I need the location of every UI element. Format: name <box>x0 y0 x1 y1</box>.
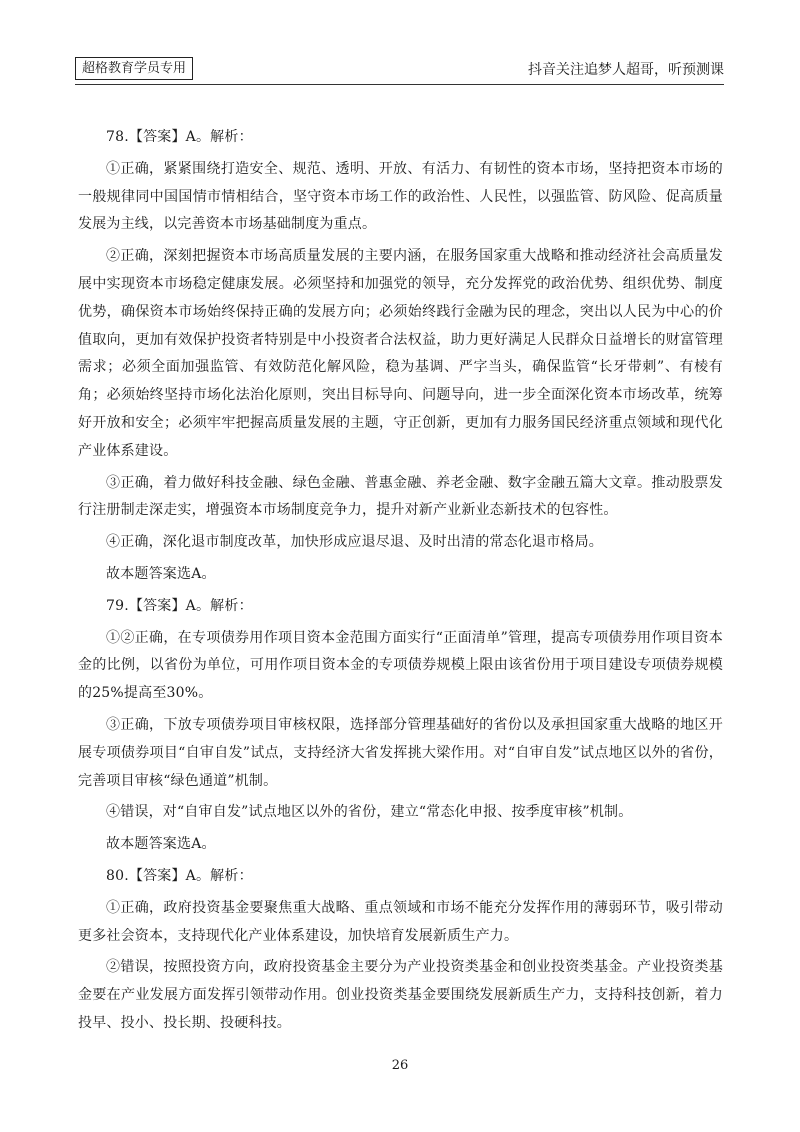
answer-79-heading: 79.【答案】A。解析： <box>106 597 253 614</box>
answer-78-heading: 78.【答案】A。解析： <box>106 129 253 145</box>
answer-80-heading: 80.【答案】A。解析： <box>106 867 253 884</box>
answer-78-conclusion: 故本题答案选A。 <box>106 565 216 582</box>
answer-78-point-4: ④正确，深化退市制度改革，加快形成应退尽退、及时出清的常态化退市格局。 <box>106 534 603 551</box>
header-divider <box>75 84 724 85</box>
header-note: 抖音关注追梦人超哥，听预测课 <box>528 62 724 78</box>
answer-78-point-3: ③正确，着力做好科技金融、绿色金融、普惠金融、养老金融、数字金融五篇大文章。推动股票发行注册制走深走实，增强资本市场制度竞争力，提升对新产业新业态新技术的包容性。 <box>78 474 723 519</box>
answer-78-point-2: ②正确，深刻把握资本市场高质量发展的主要内涵，在服务国家重大战略和推动经济社会高质量发展中实现资本市场稳定健康发展。必须坚持和加强党的领导，充分发挥党的政治优势、组织优势、制度优势，确保资本市场始终保持正确的发展方向；必须始终践行金融为民的理念，突出以人民为中心的价值取向，更加有效保护投资者特别是中小投资者合法权益，助力更好满足人民群众日益增长的财富管理需求；必须全面加强监管、有效防范化解风险，稳为基调、严字当头，确保监管“长牙带刺”、有棱有角；必须始终坚持市场化法治化原则，突出目标导向、问题导向，进一步全面深化资本市场改革，统筹好开放和安全；必须牢牢把握高质量发展的主题，守正创新，更加有力服务国民经济重点领域和现代化产业体系建设。 <box>78 248 723 459</box>
answer-80-point-1: ①正确，政府投资基金要聚焦重大战略、重点领域和市场不能充分发挥作用的薄弱环节，吸引带动更多社会资本，支持现代化产业体系建设，加快培育发展新质生产力。 <box>78 899 723 944</box>
answer-79-point-4: ④错误，对“自审自发”试点地区以外的省份，建立“常态化申报、按季度审核”机制。 <box>106 804 633 821</box>
answer-79-point-1-2: ①②正确，在专项债券用作项目资本金范围方面实行“正面清单”管理，提高专项债券用作项目资本金的比例，以省份为单位，可用作项目资本金的专项债券规模上限由该省份用于项目建设专项债券规模的25%提高至30%。 <box>78 629 723 702</box>
answer-78-point-1: ①正确，紧紧围绕打造安全、规范、透明、开放、有活力、有韧性的资本市场，坚持把资本市场的一般规律同中国国情市情相结合，坚守资本市场工作的政治性、人民性，以强监管、防风险、促高质量发展为主线，以完善资本市场基础制度为重点。 <box>78 160 723 233</box>
answer-80-point-2: ②错误，按照投资方向，政府投资基金主要分为产业投资类基金和创业投资类基金。产业投资类基金要在产业发展方面发挥引领带动作用。创业投资类基金要围绕发展新质生产力，支持科技创新，着力投早、投小、投长期、投硬科技。 <box>78 959 723 1031</box>
page-number: 26 <box>391 1058 409 1073</box>
page-body <box>78 124 723 1042</box>
header-badge: 超格教育学员专用 <box>75 57 193 80</box>
answer-79-point-3: ③正确，下放专项债券项目审核权限，选择部分管理基础好的省份以及承担国家重大战略的地区开展专项债券项目“自审自发”试点，支持经济大省发挥挑大梁作用。对“自审自发”试点地区以外的省份，完善项目审核“绿色通道”机制。 <box>78 716 723 789</box>
answer-79-conclusion: 故本题答案选A。 <box>106 836 216 853</box>
